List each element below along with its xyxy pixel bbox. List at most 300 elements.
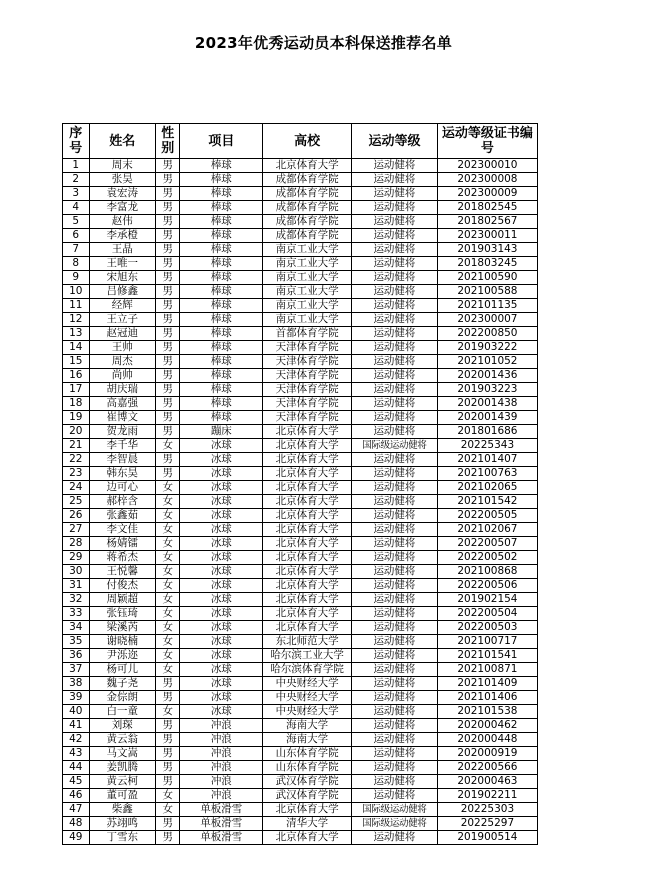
cell-cert: 202300007 [437,313,537,327]
table-row [63,705,538,719]
cell-sport: 棒球 [180,215,263,229]
cell-index: 34 [63,621,90,635]
cell-cert: 201903223 [437,383,537,397]
cell-name: 刘琛 [89,719,155,733]
cell-cert: 202200507 [437,537,537,551]
cell-gender: 男 [155,411,180,425]
cell-cert: 201902154 [437,593,537,607]
table-row [63,761,538,775]
cell-level: 运动健将 [352,243,438,257]
header-index: 序号 [63,124,90,159]
cell-index: 19 [63,411,90,425]
cell-index: 13 [63,327,90,341]
table-row [63,649,538,663]
cell-index: 23 [63,467,90,481]
cell-name: 李智晨 [89,453,155,467]
cell-name: 经辉 [89,299,155,313]
cell-level: 运动健将 [352,705,438,719]
cell-name: 李富龙 [89,201,155,215]
table-row [63,411,538,425]
cell-name: 郝梓含 [89,495,155,509]
cell-cert: 202200504 [437,607,537,621]
cell-gender: 女 [155,663,180,677]
cell-sport: 冰球 [180,593,263,607]
cell-gender: 男 [155,831,180,845]
cell-gender: 女 [155,705,180,719]
cell-gender: 男 [155,453,180,467]
cell-cert: 202000463 [437,775,537,789]
table-row [63,817,538,831]
cell-index: 31 [63,579,90,593]
cell-school: 北京体育大学 [263,551,352,565]
cell-sport: 单板滑雪 [180,817,263,831]
cell-gender: 男 [155,313,180,327]
cell-name: 赵伟 [89,215,155,229]
cell-level: 运动健将 [352,215,438,229]
cell-index: 8 [63,257,90,271]
cell-cert: 202200506 [437,579,537,593]
table-row [63,299,538,313]
table-row [63,369,538,383]
cell-cert: 202101052 [437,355,537,369]
cell-name: 金倧朗 [89,691,155,705]
cell-level: 运动健将 [352,383,438,397]
cell-school: 北京体育大学 [263,425,352,439]
table-row [63,733,538,747]
cell-cert: 202101541 [437,649,537,663]
cell-name: 王帅 [89,341,155,355]
cell-gender: 男 [155,257,180,271]
cell-sport: 冰球 [180,607,263,621]
cell-cert: 20225297 [437,817,537,831]
cell-sport: 冰球 [180,523,263,537]
cell-sport: 冰球 [180,453,263,467]
cell-index: 16 [63,369,90,383]
table-row [63,243,538,257]
cell-name: 马文嵩 [89,747,155,761]
cell-level: 运动健将 [352,411,438,425]
cell-cert: 201903222 [437,341,537,355]
cell-sport: 冰球 [180,495,263,509]
cell-gender: 女 [155,579,180,593]
header-gender: 性别 [155,124,180,159]
cell-level: 运动健将 [352,159,438,173]
table-row [63,159,538,173]
cell-gender: 男 [155,327,180,341]
cell-level: 国际级运动健将 [352,439,438,453]
cell-sport: 冰球 [180,649,263,663]
cell-sport: 冰球 [180,467,263,481]
cell-level: 运动健将 [352,299,438,313]
table-row [63,285,538,299]
cell-name: 吕修鑫 [89,285,155,299]
cell-level: 运动健将 [352,509,438,523]
table-row [63,481,538,495]
cell-school: 南京工业大学 [263,243,352,257]
cell-level: 运动健将 [352,453,438,467]
cell-cert: 202200850 [437,327,537,341]
cell-sport: 冲浪 [180,761,263,775]
cell-level: 运动健将 [352,495,438,509]
cell-index: 9 [63,271,90,285]
cell-school: 成都体育学院 [263,173,352,187]
table-row [63,719,538,733]
cell-sport: 棒球 [180,313,263,327]
cell-school: 中央财经大学 [263,677,352,691]
cell-level: 运动健将 [352,747,438,761]
cell-school: 北京体育大学 [263,467,352,481]
page-title: 2023年优秀运动员本科保送推荐名单 [194,34,453,52]
header-name: 姓名 [89,124,155,159]
cell-gender: 女 [155,635,180,649]
table-row [63,425,538,439]
cell-school: 南京工业大学 [263,299,352,313]
table-row [63,677,538,691]
cell-sport: 棒球 [180,243,263,257]
cell-index: 28 [63,537,90,551]
cell-gender: 男 [155,341,180,355]
cell-gender: 男 [155,159,180,173]
table-row [63,789,538,803]
header-cert: 运动等级证书编号 [437,124,537,159]
cell-index: 38 [63,677,90,691]
cell-cert: 20225343 [437,439,537,453]
cell-school: 北京体育大学 [263,803,352,817]
table-row [63,201,538,215]
cell-name: 高嘉强 [89,397,155,411]
cell-name: 周颖超 [89,593,155,607]
cell-school: 武汉体育学院 [263,789,352,803]
cell-gender: 男 [155,383,180,397]
cell-gender: 女 [155,509,180,523]
cell-level: 运动健将 [352,481,438,495]
cell-level: 运动健将 [352,761,438,775]
cell-school: 北京体育大学 [263,565,352,579]
cell-level: 运动健将 [352,551,438,565]
cell-level: 运动健将 [352,467,438,481]
cell-name: 姜凯腾 [89,761,155,775]
cell-cert: 202200566 [437,761,537,775]
cell-gender: 女 [155,593,180,607]
cell-cert: 201802567 [437,215,537,229]
table-row [63,831,538,845]
cell-sport: 冰球 [180,439,263,453]
table-row [63,327,538,341]
cell-school: 哈尔滨体育学院 [263,663,352,677]
header-sport: 项目 [180,124,263,159]
cell-cert: 202200502 [437,551,537,565]
cell-gender: 男 [155,187,180,201]
table-row [63,509,538,523]
cell-gender: 女 [155,523,180,537]
cell-sport: 冰球 [180,481,263,495]
cell-sport: 冰球 [180,551,263,565]
cell-name: 王晶 [89,243,155,257]
cell-school: 天津体育学院 [263,369,352,383]
cell-index: 6 [63,229,90,243]
cell-name: 蒋希杰 [89,551,155,565]
cell-school: 南京工业大学 [263,313,352,327]
cell-sport: 冰球 [180,705,263,719]
cell-school: 中央财经大学 [263,691,352,705]
cell-sport: 冰球 [180,509,263,523]
table-row [63,551,538,565]
cell-school: 东北师范大学 [263,635,352,649]
cell-sport: 棒球 [180,201,263,215]
table-row [63,173,538,187]
cell-sport: 棒球 [180,383,263,397]
cell-name: 胡庆瑞 [89,383,155,397]
cell-index: 10 [63,285,90,299]
cell-name: 李文佳 [89,523,155,537]
cell-school: 天津体育学院 [263,341,352,355]
cell-name: 张钰琦 [89,607,155,621]
cell-school: 北京体育大学 [263,481,352,495]
cell-cert: 201803245 [437,257,537,271]
cell-cert: 202100590 [437,271,537,285]
cell-index: 41 [63,719,90,733]
cell-name: 黄云翁 [89,733,155,747]
cell-cert: 201801686 [437,425,537,439]
cell-cert: 202101406 [437,691,537,705]
table-row [63,383,538,397]
cell-name: 袁宏涛 [89,187,155,201]
cell-index: 20 [63,425,90,439]
cell-index: 18 [63,397,90,411]
table-row [63,271,538,285]
cell-cert: 202101538 [437,705,537,719]
cell-index: 27 [63,523,90,537]
table-row [63,803,538,817]
cell-cert: 202101542 [437,495,537,509]
cell-cert: 202001436 [437,369,537,383]
cell-index: 32 [63,593,90,607]
cell-gender: 女 [155,649,180,663]
table-row [63,537,538,551]
cell-index: 3 [63,187,90,201]
cell-gender: 男 [155,761,180,775]
cell-cert: 201902211 [437,789,537,803]
cell-cert: 202000448 [437,733,537,747]
table-row [63,215,538,229]
cell-gender: 女 [155,537,180,551]
cell-name: 尹泺迩 [89,649,155,663]
cell-name: 梁溪芮 [89,621,155,635]
cell-cert: 201802545 [437,201,537,215]
cell-school: 北京体育大学 [263,593,352,607]
cell-index: 22 [63,453,90,467]
cell-gender: 男 [155,691,180,705]
cell-level: 运动健将 [352,621,438,635]
table-row [63,397,538,411]
cell-index: 21 [63,439,90,453]
cell-name: 周末 [89,159,155,173]
cell-name: 崔博文 [89,411,155,425]
cell-school: 中央财经大学 [263,705,352,719]
cell-index: 30 [63,565,90,579]
table-row [63,565,538,579]
cell-gender: 男 [155,397,180,411]
cell-school: 南京工业大学 [263,271,352,285]
cell-cert: 202000919 [437,747,537,761]
cell-gender: 男 [155,299,180,313]
cell-level: 运动健将 [352,579,438,593]
cell-gender: 男 [155,817,180,831]
cell-name: 王悦馨 [89,565,155,579]
recommendation-table [62,123,538,845]
cell-school: 天津体育学院 [263,355,352,369]
cell-name: 赵冠迪 [89,327,155,341]
cell-index: 17 [63,383,90,397]
cell-level: 运动健将 [352,775,438,789]
cell-index: 26 [63,509,90,523]
cell-name: 白一童 [89,705,155,719]
cell-name: 尚帅 [89,369,155,383]
table-row [63,355,538,369]
cell-name: 杨婧镭 [89,537,155,551]
cell-cert: 202101407 [437,453,537,467]
cell-index: 24 [63,481,90,495]
cell-name: 苏翊鸣 [89,817,155,831]
cell-index: 49 [63,831,90,845]
cell-gender: 女 [155,621,180,635]
cell-cert: 202101409 [437,677,537,691]
cell-name: 谢晓楠 [89,635,155,649]
cell-sport: 棒球 [180,341,263,355]
cell-sport: 冲浪 [180,733,263,747]
table-row [63,467,538,481]
cell-level: 运动健将 [352,593,438,607]
cell-name: 魏子尧 [89,677,155,691]
cell-cert: 201900514 [437,831,537,845]
cell-cert: 202200503 [437,621,537,635]
cell-level: 运动健将 [352,537,438,551]
cell-level: 运动健将 [352,355,438,369]
cell-school: 北京体育大学 [263,509,352,523]
table-row [63,439,538,453]
cell-gender: 男 [155,733,180,747]
cell-school: 成都体育学院 [263,201,352,215]
cell-cert: 202300009 [437,187,537,201]
cell-sport: 冲浪 [180,775,263,789]
cell-gender: 男 [155,369,180,383]
cell-index: 48 [63,817,90,831]
cell-cert: 202100588 [437,285,537,299]
cell-school: 海南大学 [263,733,352,747]
cell-cert: 202102065 [437,481,537,495]
cell-sport: 冰球 [180,537,263,551]
cell-school: 北京体育大学 [263,453,352,467]
table-row [63,187,538,201]
cell-index: 15 [63,355,90,369]
cell-school: 武汉体育学院 [263,775,352,789]
cell-index: 43 [63,747,90,761]
cell-sport: 棒球 [180,285,263,299]
cell-sport: 冲浪 [180,747,263,761]
cell-school: 北京体育大学 [263,523,352,537]
cell-gender: 男 [155,215,180,229]
cell-index: 40 [63,705,90,719]
cell-school: 成都体育学院 [263,187,352,201]
cell-name: 杨可儿 [89,663,155,677]
cell-gender: 男 [155,173,180,187]
table-row [63,621,538,635]
cell-index: 37 [63,663,90,677]
table-row [63,663,538,677]
cell-school: 北京体育大学 [263,439,352,453]
cell-name: 王唯一 [89,257,155,271]
cell-cert: 202000462 [437,719,537,733]
cell-level: 运动健将 [352,341,438,355]
cell-sport: 单板滑雪 [180,831,263,845]
cell-sport: 蹦床 [180,425,263,439]
cell-gender: 男 [155,719,180,733]
cell-school: 哈尔滨工业大学 [263,649,352,663]
cell-gender: 男 [155,229,180,243]
cell-level: 运动健将 [352,313,438,327]
cell-cert: 202001439 [437,411,537,425]
cell-level: 运动健将 [352,677,438,691]
cell-school: 山东体育学院 [263,761,352,775]
cell-level: 运动健将 [352,327,438,341]
cell-school: 北京体育大学 [263,579,352,593]
cell-level: 运动健将 [352,271,438,285]
cell-school: 南京工业大学 [263,285,352,299]
cell-school: 天津体育学院 [263,411,352,425]
cell-sport: 冰球 [180,677,263,691]
cell-index: 2 [63,173,90,187]
cell-level: 运动健将 [352,789,438,803]
cell-sport: 棒球 [180,271,263,285]
cell-cert: 202300008 [437,173,537,187]
cell-name: 李千华 [89,439,155,453]
cell-name: 贺龙雨 [89,425,155,439]
cell-name: 付俊杰 [89,579,155,593]
table-row [63,229,538,243]
cell-gender: 女 [155,551,180,565]
table-row [63,495,538,509]
cell-sport: 棒球 [180,327,263,341]
cell-school: 北京体育大学 [263,159,352,173]
cell-sport: 单板滑雪 [180,803,263,817]
cell-sport: 冲浪 [180,719,263,733]
table-row [63,453,538,467]
cell-level: 运动健将 [352,257,438,271]
cell-gender: 男 [155,775,180,789]
cell-gender: 男 [155,201,180,215]
cell-sport: 棒球 [180,173,263,187]
table-row [63,523,538,537]
cell-level: 运动健将 [352,607,438,621]
cell-level: 运动健将 [352,565,438,579]
cell-gender: 男 [155,243,180,257]
cell-index: 14 [63,341,90,355]
cell-school: 天津体育学院 [263,383,352,397]
cell-sport: 棒球 [180,369,263,383]
cell-level: 运动健将 [352,663,438,677]
cell-index: 36 [63,649,90,663]
cell-school: 首都体育学院 [263,327,352,341]
cell-index: 39 [63,691,90,705]
cell-school: 天津体育学院 [263,397,352,411]
cell-level: 运动健将 [352,285,438,299]
cell-level: 运动健将 [352,201,438,215]
table-row [63,313,538,327]
cell-school: 北京体育大学 [263,607,352,621]
table-row [63,341,538,355]
cell-cert: 202001438 [437,397,537,411]
cell-sport: 棒球 [180,187,263,201]
